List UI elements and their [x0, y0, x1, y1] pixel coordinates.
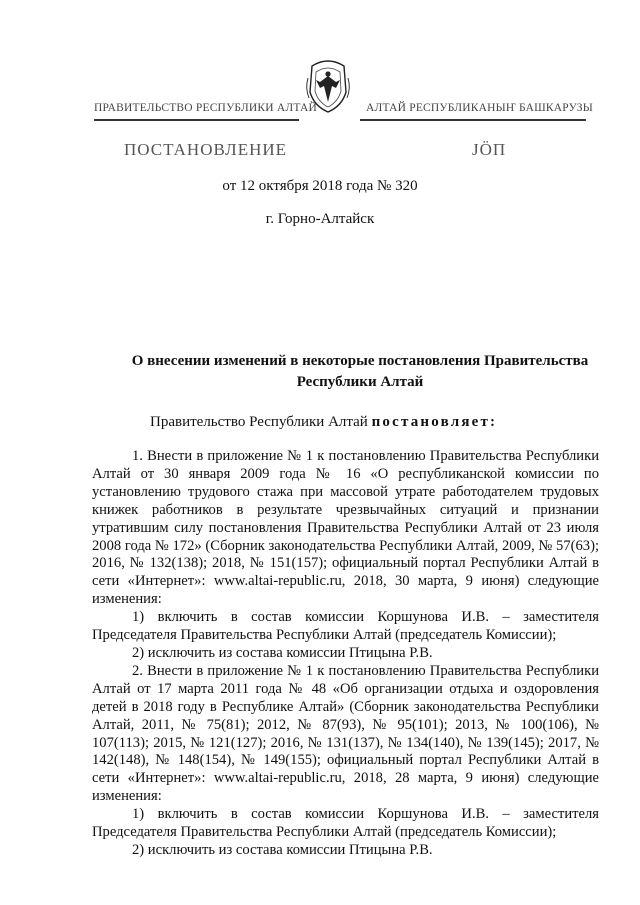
date-number-line: от 12 октября 2018 года № 320 [222, 178, 418, 194]
header-rule-left [94, 119, 299, 121]
intro-line [150, 414, 497, 431]
paragraph-2: 2. Внести в приложение № 1 к постановлению Правительства Республики Алтай от 17 марта 2011 года № 48 «Об организации отдыха и оздоровления детей в 2018 году в Республике Алтай» (Сборник законодательства Республики Алтай, 2011, № 75(81); 2012, № 87(93), № 95(101); 2013, № 100(106), № 107(113); 2015, № 121(127); 2016, № 131(137), № 134(140), № 139(145); 2017, № 142(148), № 148(154), № 149(155); официальный портал Республики Алтай в сети «Интернет»: www.altai-republic.ru, 2018, 28 марта, 9 июня) следующие изменения: [92, 662, 599, 805]
document-title: О внесении изменений в некоторые постановления Правительства Республики Алтай [131, 353, 589, 390]
paragraph-1-item-1: 1) включить в состав комиссии Коршунова И.В. – заместителя Председателя Правительства Республики Алтай (председатель Комиссии); [92, 609, 599, 644]
doc-type-altai: ЈӦП [472, 140, 507, 159]
intro-text: Правительство Республики Алтай [150, 414, 372, 430]
header-org-name-russian: ПРАВИТЕЛЬСТВО РЕСПУБЛИКИ АЛТАЙ [94, 102, 318, 114]
intro-emphasis: постановляет: [371, 414, 498, 430]
paragraph-1: 1. Внести в приложение № 1 к постановлению Правительства Республики Алтай от 30 января 2009 года № 16 «О республиканской комиссии по установлению трудового стажа при массовой утрате работодателем трудовых книжек работников в результате чрезвычайных ситуаций и признании утратившим силу постановления Правительства Республики Алтай от 23 июля 2008 года № 172» (Сборник законодательства Республики Алтай, 2009, № 57(63); 2016, № 132(138); 2018, № 151(157); официальный портал Республики Алтай в сети «Интернет»: www.altai-republic.ru, 2018, 30 марта, 9 июня) следующие изменения: [92, 448, 599, 608]
city-line: г. Горно-Алтайск [265, 211, 375, 227]
paragraph-1-item-2: 2) исключить из состава комиссии Птицына Р.В. [132, 644, 433, 661]
document-body [92, 448, 599, 860]
header-rule-right [360, 119, 586, 121]
paragraph-2-item-1: 1) включить в состав комиссии Коршунова И.В. – заместителя Председателя Правительства Республики Алтай (председатель Комиссии); [92, 806, 599, 841]
paragraph-2-item-2: 2) исключить из состава комиссии Птицына Р.В. [132, 841, 433, 858]
doc-type-russian: ПОСТАНОВЛЕНИЕ [124, 140, 288, 159]
header-org-name-altai: АЛТАЙ РЕСПУБЛИКАНЫҤ БАШКАРУЗЫ [366, 102, 593, 114]
